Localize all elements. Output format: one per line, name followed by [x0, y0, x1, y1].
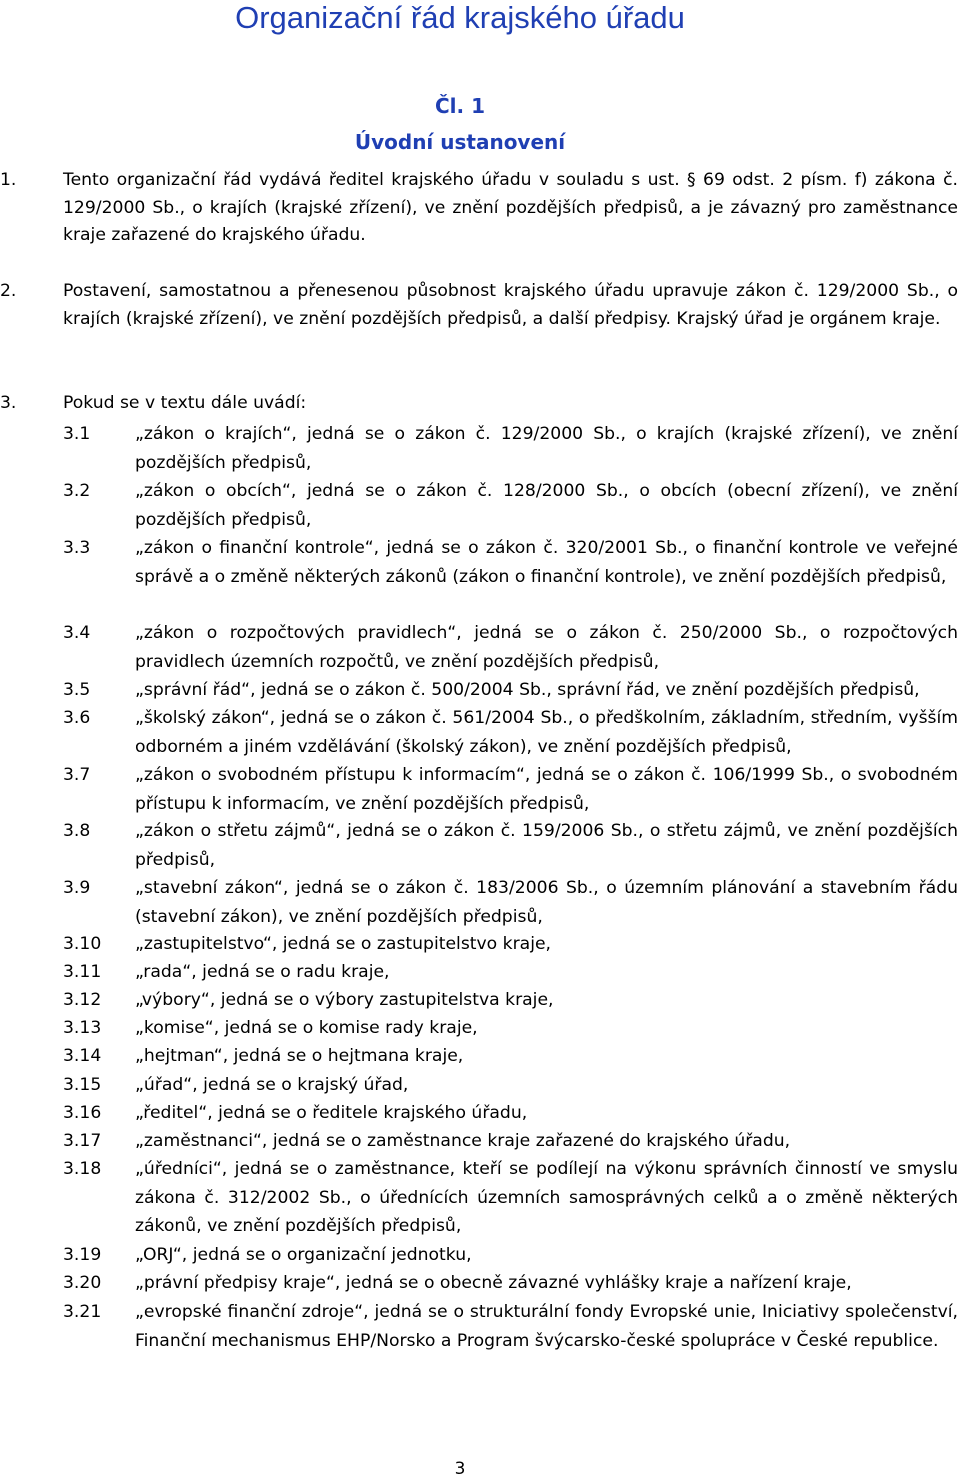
paragraph-text: Tento organizační řád vydává ředitel krajského úřadu v souladu s ust. § 69 odst. 2 písm. f) zákona č. 129/2000 Sb., o krajích (krajské zřízení), ve znění pozdějších předpisů, a je závazný pro zaměstnance kraje zařazené do krajského úřadu.: [63, 170, 958, 245]
definition-item: [63, 958, 958, 987]
definition-text: „komise“, jedná se o komise rady kraje,: [135, 1018, 478, 1038]
definition-number: 3.9: [63, 878, 91, 898]
definition-number: 3.2: [63, 481, 91, 501]
definition-text: „správní řád“, jedná se o zákon č. 500/2004 Sb., správní řád, ve znění pozdějších předpisů,: [135, 680, 920, 700]
definition-text: „zákon o krajích“, jedná se o zákon č. 129/2000 Sb., o krajích (krajské zřízení), ve znění pozdějších předpisů,: [135, 424, 958, 473]
definition-number: 3.5: [63, 680, 91, 700]
definition-text: „rada“, jedná se o radu kraje,: [135, 962, 390, 982]
definition-item: [63, 1241, 958, 1270]
definition-item: [63, 477, 958, 534]
definition-text: „zákon o svobodném přístupu k informacím“, jedná se o zákon č. 106/1999 Sb., o svobodném přístupu k informacím, ve znění pozdějších předpisů,: [135, 765, 958, 814]
definition-number: 3.14: [63, 1046, 102, 1066]
definition-number: 3.1: [63, 424, 91, 444]
definition-text: „stavební zákon“, jedná se o zákon č. 183/2006 Sb., o územním plánování a stavebním řádu (stavební zákon), ve znění pozdějších předpisů,: [135, 878, 958, 927]
paragraph-text: Postavení, samostatnou a přenesenou působnost krajského úřadu upravuje zákon č. 129/2000 Sb., o krajích (krajské zřízení), ve znění pozdějších předpisů, a další předpisy. Krajský úřad je orgánem kraje.: [63, 281, 958, 329]
definition-text: „školský zákon“, jedná se o zákon č. 561/2004 Sb., o předškolním, základním, středním, vyšším odborném a jiném vzdělávání (školský zákon), ve znění pozdějších předpisů,: [135, 708, 958, 757]
definition-number: 3.15: [63, 1075, 102, 1095]
definition-item: [63, 1014, 958, 1043]
definition-item: [63, 1155, 958, 1241]
definition-text: „ředitel“, jedná se o ředitele krajského úřadu,: [135, 1103, 528, 1123]
definition-item: [63, 1042, 958, 1071]
definition-number: 3.21: [63, 1302, 102, 1322]
definition-number: 3.8: [63, 821, 91, 841]
definition-number: 3.10: [63, 934, 102, 954]
definition-item: [63, 1127, 958, 1156]
definition-number: 3.16: [63, 1103, 102, 1123]
definition-item: [63, 986, 958, 1015]
definition-number: 3.18: [63, 1159, 102, 1179]
definition-text: „evropské finanční zdroje“, jedná se o strukturální fondy Evropské unie, Iniciativy společenství, Finanční mechanismus EHP/Norsko a Program švýcarsko-české spolupráce v České republice.: [135, 1302, 958, 1351]
chapter-title: Úvodní ustanovení: [354, 130, 566, 154]
definition-item: [63, 1099, 958, 1128]
definition-text: „zákon o finanční kontrole“, jedná se o zákon č. 320/2001 Sb., o finanční kontrole ve veřejné správě a o změně některých zákonů (zákon o finanční kontrole), ve znění pozdějších předpisů,: [135, 538, 958, 587]
definition-text: „zaměstnanci“, jedná se o zaměstnance kraje zařazené do krajského úřadu,: [135, 1131, 791, 1151]
chapter-number: Čl. 1: [434, 94, 485, 118]
definition-number: 3.3: [63, 538, 91, 558]
definition-item: [63, 1269, 958, 1298]
paragraph-number: 1.: [0, 170, 17, 190]
definition-text: „hejtman“, jedná se o hejtmana kraje,: [135, 1046, 464, 1066]
paragraph-number: 3.: [0, 393, 17, 413]
definition-number: 3.11: [63, 962, 102, 982]
paragraph-3: [0, 390, 958, 418]
definition-text: „zákon o rozpočtových pravidlech“, jedná se o zákon č. 250/2000 Sb., o rozpočtových pravidlech územních rozpočtů, ve znění pozdějších předpisů,: [135, 623, 958, 672]
definition-item: [63, 761, 958, 818]
definition-item: [63, 676, 958, 705]
definition-number: 3.6: [63, 708, 91, 728]
definition-number: 3.20: [63, 1273, 102, 1293]
paragraph-1: [0, 167, 958, 250]
paragraph-number: 2.: [0, 281, 17, 301]
definition-item: [63, 704, 958, 761]
definition-number: 3.13: [63, 1018, 102, 1038]
definition-number: 3.19: [63, 1245, 102, 1265]
definition-text: „úřad“, jedná se o krajský úřad,: [135, 1075, 409, 1095]
definition-text: „právní předpisy kraje“, jedná se o obecně závazné vyhlášky kraje a nařízení kraje,: [135, 1273, 852, 1293]
definition-item: [63, 420, 958, 477]
definition-text: „ORJ“, jedná se o organizační jednotku,: [135, 1245, 472, 1265]
definition-item: [63, 534, 958, 591]
definition-number: 3.12: [63, 990, 102, 1010]
definition-item: [63, 1071, 958, 1100]
definition-text: „zákon o obcích“, jedná se o zákon č. 128/2000 Sb., o obcích (obecní zřízení), ve znění pozdějších předpisů,: [135, 481, 958, 530]
chapter-heading: [0, 88, 920, 160]
definition-number: 3.7: [63, 765, 91, 785]
definition-text: „výbory“, jedná se o výbory zastupitelstva kraje,: [135, 990, 554, 1010]
definition-text: „úředníci“, jedná se o zaměstnance, kteří se podílejí na výkonu správních činností ve smyslu zákona č. 312/2002 Sb., o úřednících územních samosprávných celků a o změně některých zákonů, ve znění pozdějších předpisů,: [135, 1159, 958, 1236]
page-number: 3: [454, 1459, 466, 1479]
definition-item: [63, 619, 958, 676]
definitions-intro: Pokud se v textu dále uvádí:: [63, 393, 307, 413]
definition-number: 3.17: [63, 1131, 102, 1151]
definition-item: [63, 1298, 958, 1355]
definition-text: „zastupitelstvo“, jedná se o zastupitelstvo kraje,: [135, 934, 552, 954]
definition-text: „zákon o střetu zájmů“, jedná se o zákon č. 159/2006 Sb., o střetu zájmů, ve znění pozdějších předpisů,: [135, 821, 958, 870]
definition-item: [63, 817, 958, 874]
paragraph-2: [0, 278, 958, 333]
definition-item: [63, 930, 958, 959]
definition-item: [63, 874, 958, 931]
document-title: Organizační řád krajského úřadu: [235, 0, 685, 35]
definition-number: 3.4: [63, 623, 91, 643]
